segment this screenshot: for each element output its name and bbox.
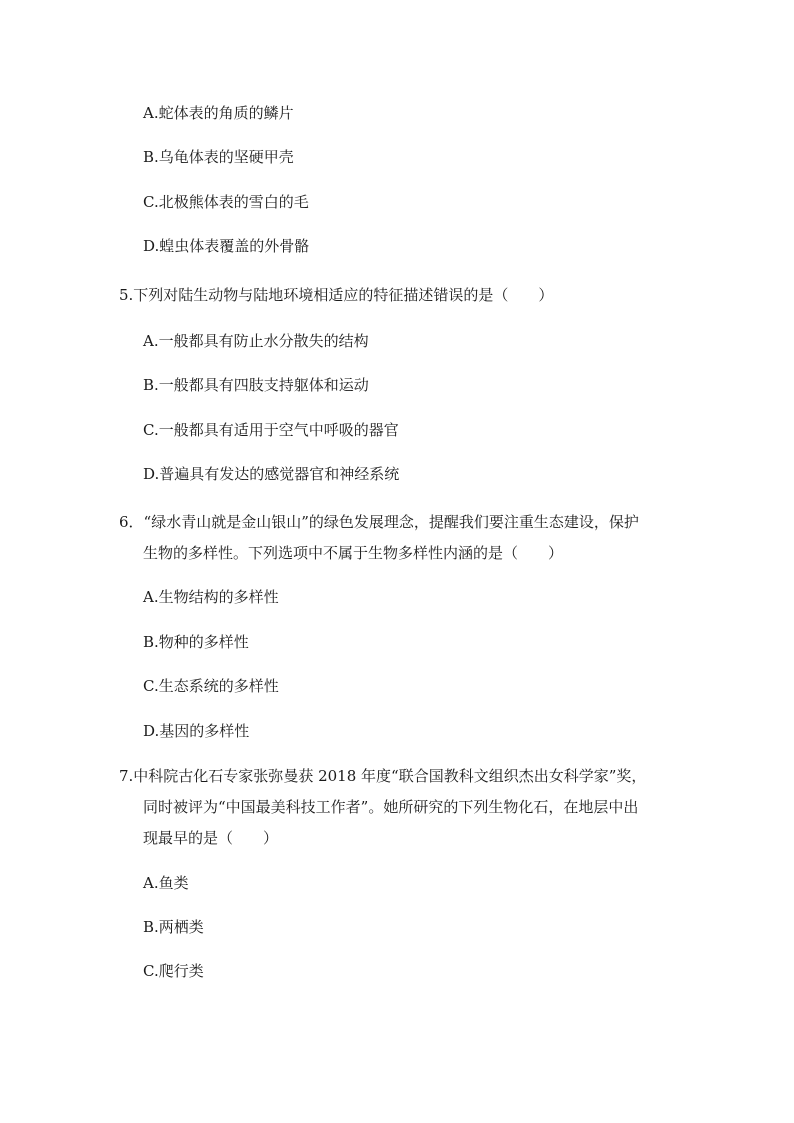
q7-option-a: A.鱼类 <box>143 874 189 892</box>
q6-option-c: C.生态系统的多样性 <box>143 677 279 695</box>
q4-option-c: C.北极熊体表的雪白的毛 <box>143 193 309 211</box>
q4-option-b: B.乌龟体表的坚硬甲壳 <box>143 148 294 166</box>
q7-stem-line1: 7.中科院古化石专家张弥曼获 2018 年度“联合国教科文组织杰出女科学家”奖， <box>119 767 647 785</box>
q7-stem-line3: 现最早的是（ ） <box>143 829 279 847</box>
q6-stem-line2: 生物的多样性。下列选项中不属于生物多样性内涵的是（ ） <box>143 544 564 562</box>
q5-option-b: B.一般都具有四肢支持躯体和运动 <box>143 376 369 394</box>
q5-stem: 5.下列对陆生动物与陆地环境相适应的特征描述错误的是（ ） <box>119 286 554 304</box>
q5-option-a: A.一般都具有防止水分散失的结构 <box>143 332 369 350</box>
q7-stem-line2: 同时被评为“中国最美科技工作者”。她所研究的下列生物化石，在地层中出 <box>143 798 639 816</box>
q7-option-c: C.爬行类 <box>143 962 204 980</box>
q5-option-c: C.一般都具有适用于空气中呼吸的器官 <box>143 421 399 439</box>
q6-stem-line1: 6．“绿水青山就是金山银山”的绿色发展理念，提醒我们要注重生态建设，保护 <box>119 513 639 531</box>
q5-option-d: D.普遍具有发达的感觉器官和神经系统 <box>143 465 400 483</box>
q4-option-d: D.蝗虫体表覆盖的外骨骼 <box>143 237 310 255</box>
q6-option-d: D.基因的多样性 <box>143 722 250 740</box>
q7-option-b: B.两栖类 <box>143 918 204 936</box>
q6-option-a: A.生物结构的多样性 <box>143 588 279 606</box>
q6-option-b: B.物种的多样性 <box>143 633 249 651</box>
q4-option-a: A.蛇体表的角质的鳞片 <box>143 104 294 122</box>
